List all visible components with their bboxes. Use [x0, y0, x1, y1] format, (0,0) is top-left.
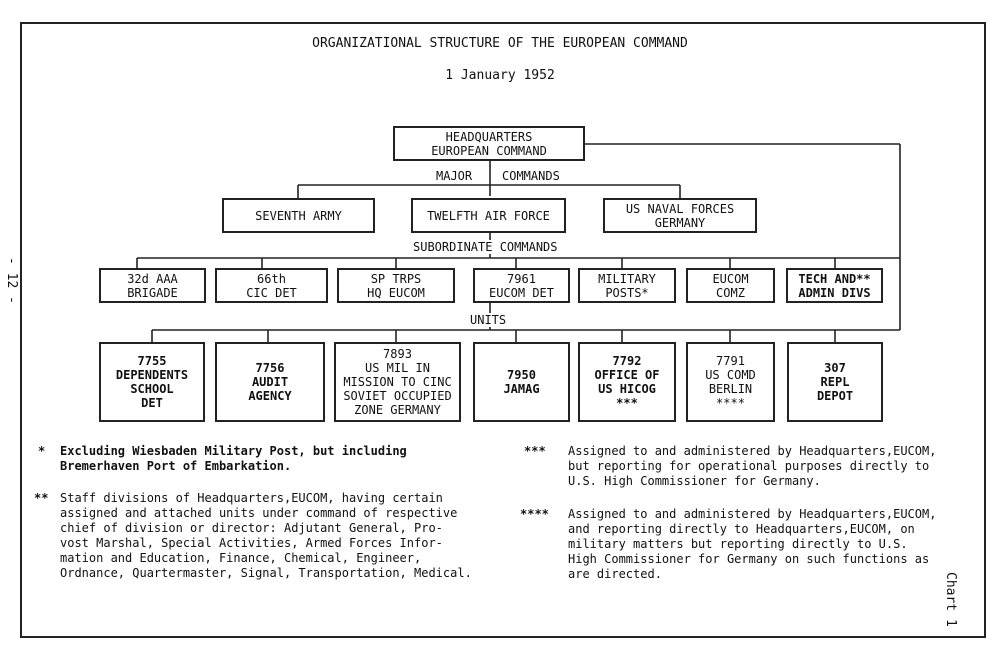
box-line: SEVENTH ARMY [255, 208, 342, 223]
major-command-seventh-army [222, 198, 375, 233]
box-line: TWELFTH AIR FORCE [427, 208, 550, 223]
footnote-line: Assigned to and administered by Headquarters,EUCOM, [568, 444, 937, 458]
box-line: DEPOT [816, 389, 854, 403]
footnote-line: chief of division or director: Adjutant General, Pro- [60, 521, 443, 535]
box-line: 7791 [716, 354, 745, 368]
box-line: US HICOG [598, 382, 656, 396]
major-command-us-naval-forces [603, 198, 757, 233]
unit-7755-dependents-school-det [99, 342, 205, 422]
box-line: 7961 [507, 271, 536, 286]
box-line: HQ EUCOM [367, 285, 425, 300]
box-line: US COMD [705, 368, 756, 382]
box-line: *** [616, 396, 638, 410]
subordinate-eucom-comz [686, 268, 775, 303]
subordinate-tech-and-admin-divs [786, 268, 883, 303]
box-line: 7950 [507, 368, 536, 382]
unit-307-repl-depot [787, 342, 883, 422]
box-line: DEPENDENTS [115, 368, 189, 382]
box-line: JAMAG [503, 382, 540, 396]
chart-label: Chart 1 [943, 572, 958, 627]
box-line: MILITARY [598, 271, 656, 286]
footnote-line: Bremerhaven Port of Embarkation. [60, 459, 292, 473]
box-line: CIC DET [246, 285, 297, 300]
subordinate-military-posts [578, 268, 676, 303]
unit-7791-us-comd-berlin [686, 342, 775, 422]
box-line: AGENCY [248, 389, 292, 403]
footnote-line: and reporting directly to Headquarters,EUCOM, on [568, 522, 915, 536]
footnote-line: but reporting for operational purposes directly to [568, 459, 930, 473]
box-line: 7792 [612, 354, 642, 368]
footnote-line: Staff divisions of Headquarters,EUCOM, having certain [60, 491, 443, 505]
footnote-mark: * [38, 444, 46, 458]
chart-title: ORGANIZATIONAL STRUCTURE OF THE EUROPEAN COMMAND [312, 36, 688, 51]
footnote-line: assigned and attached units under command of respective [60, 506, 458, 520]
page-number: - 12 - [4, 257, 19, 304]
box-line: SCHOOL [130, 382, 174, 396]
footnote-line: Assigned to and administered by Headquarters,EUCOM, [568, 507, 937, 521]
footnote-line: vost Marshal, Special Activities, Armed Forces Infor- [60, 536, 443, 550]
unit-7756-audit-agency [215, 342, 325, 422]
footnote-quadruple-star [520, 507, 970, 582]
footnote-mark: ** [34, 491, 49, 505]
commands-label: COMMANDS [502, 169, 560, 183]
hq-line: EUROPEAN COMMAND [431, 143, 547, 158]
hq-european-command-box [393, 126, 585, 161]
box-line: 7893 [383, 347, 412, 361]
box-line: US MIL IN [364, 361, 431, 375]
subordinate-32d-aaa-brigade [99, 268, 206, 303]
footnote-mark: *** [524, 444, 546, 458]
units-label: UNITS [470, 313, 507, 327]
unit-7950-jamag [473, 342, 570, 422]
box-line: 32d AAA [127, 271, 178, 286]
box-line: 7756 [255, 361, 285, 375]
box-line: 307 [824, 361, 846, 375]
box-line: US NAVAL FORCES [625, 201, 735, 216]
unit-7792-office-of-us-hicog [578, 342, 676, 422]
box-line: ZONE GERMANY [354, 403, 441, 417]
subordinate-commands-label: SUBORDINATE COMMANDS [413, 240, 558, 254]
footnote-line: military matters but reporting directly to U.S. [568, 537, 908, 551]
box-line: OFFICE OF [594, 368, 660, 382]
box-line: GERMANY [654, 215, 706, 230]
box-line: POSTS* [605, 285, 649, 300]
footnote-line: High Commissioner for Germany on such functions as [568, 552, 930, 566]
subordinate-7961-eucom-det [473, 268, 570, 303]
box-line: COMZ [716, 285, 745, 300]
footnote-line: Ordnance, Quartermaster, Signal, Transportation, Medical. [60, 566, 472, 580]
major-command-twelfth-air-force [411, 198, 566, 233]
footnote-line: Excluding Wiesbaden Military Post, but including [60, 444, 407, 458]
hq-line: HEADQUARTERS [445, 129, 533, 144]
subordinate-sp-trps-hq-eucom [337, 268, 455, 303]
box-line: BRIGADE [127, 285, 178, 300]
box-line: **** [716, 396, 745, 410]
box-line: DET [141, 396, 163, 410]
footnote-triple-star [524, 444, 974, 489]
footnote-line: are directed. [568, 567, 662, 581]
box-line: EUCOM [712, 271, 749, 286]
footnote-single-star [34, 444, 504, 474]
footnote-mark: **** [520, 507, 549, 521]
box-line: SP TRPS [370, 271, 422, 286]
major-label: MAJOR [436, 169, 473, 183]
box-line: ADMIN DIVS [798, 285, 871, 300]
footnote-double-star [34, 491, 524, 581]
chart-date: 1 January 1952 [445, 68, 555, 83]
box-line: 66th [257, 271, 286, 286]
box-line: BERLIN [708, 382, 753, 396]
box-line: EUCOM DET [488, 285, 555, 300]
box-line: AUDIT [251, 375, 289, 389]
box-line: SOVIET OCCUPIED [343, 389, 452, 403]
footnote-line: U.S. High Commissioner for Germany. [568, 474, 821, 488]
box-line: 7755 [137, 354, 167, 368]
box-line: MISSION TO CINC [343, 375, 452, 389]
unit-7893-us-mil-mission [334, 342, 461, 422]
footnote-line: mation and Education, Finance, Chemical, Engineer, [60, 551, 422, 565]
box-line: REPL [820, 375, 850, 389]
subordinate-66th-cic-det [215, 268, 328, 303]
box-line: TECH AND** [798, 271, 871, 286]
